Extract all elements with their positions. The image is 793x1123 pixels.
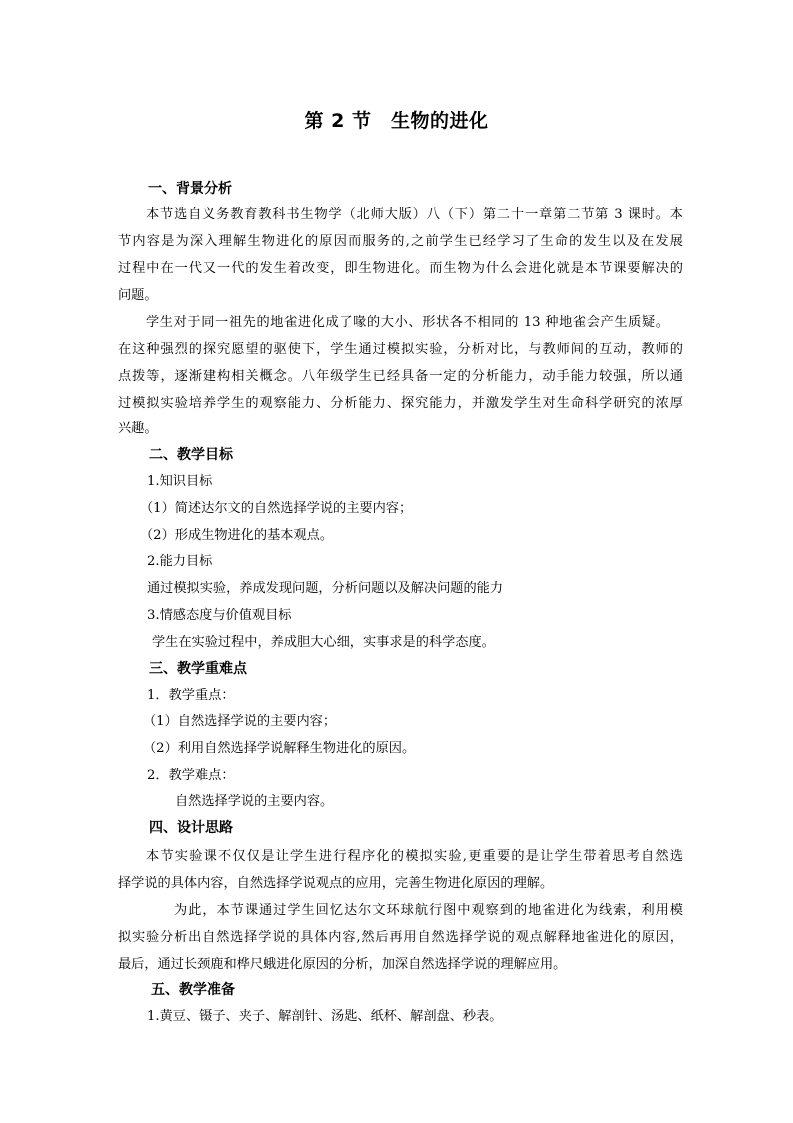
section-heading-design: 四、设计思路 [149, 820, 233, 836]
paragraph-line: 择学说的具体内容，自然选择学说观点的应用，完善生物进化原因的理解。 [118, 876, 554, 891]
paragraph-line: 过模拟实验培养学生的观察能力、分析能力、探究能力，并激发学生对生命科学研究的浓厚 [118, 396, 683, 411]
section-heading-background: 一、背景分析 [148, 181, 232, 197]
subheading: 2．教学难点： [147, 768, 235, 783]
list-item: （1）简述达尔文的自然选择学说的主要内容； [140, 501, 413, 516]
paragraph-line: 学生对于同一祖先的地雀进化成了喙的大小、形状各不相同的 13 种地雀会产生质疑。 [146, 315, 669, 330]
subheading: 1.知识目标 [147, 474, 213, 489]
list-item: 学生在实验过程中，养成胆大心细，实事求是的科学态度。 [152, 635, 495, 650]
subheading: 1．教学重点： [147, 688, 235, 703]
list-item: （1）自然选择学说的主要内容； [143, 714, 337, 729]
section-heading-goals: 二、教学目标 [149, 447, 233, 463]
paragraph-line: 过程中在一代又一代的发生着改变，即生物进化。而生物为什么会进化就是本节课要解决的 [118, 261, 683, 276]
list-item: （2）利用自然选择学说解释生物进化的原因。 [143, 741, 416, 756]
paragraph-line: 拟实验分析出自然选择学说的具体内容,然后再用自然选择学说的观点解释地雀进化的原因， [118, 930, 683, 945]
paragraph-line: 本节选自义务教育教科书生物学（北师大版）八（下）第二十一章第二节第 3 课时。本 [146, 207, 683, 222]
paragraph-line: 本节实验课不仅仅是让学生进行程序化的模拟实验,更重要的是让学生带着思考自然选 [146, 849, 683, 864]
paragraph-line: 点拨等，逐渐建构相关概念。八年级学生已经具备一定的分析能力，动手能力较强，所以通 [118, 369, 683, 384]
section-heading-keypoints: 三、教学重难点 [149, 661, 247, 677]
paragraph-line: 兴趣。 [118, 421, 158, 436]
paragraph-line: 在这种强烈的探究愿望的驱使下，学生通过模拟实验，分析对比，与教师间的互动，教师的 [118, 342, 683, 357]
section-heading-prep: 五、教学准备 [151, 982, 235, 998]
paragraph-line: 最后，通过长颈鹿和桦尺蛾进化原因的分析，加深自然选择学说的理解应用。 [118, 957, 567, 972]
paragraph-line: 节内容是为深入理解生物进化的原因而服务的,之前学生已经学习了生命的发生以及在发展 [118, 234, 683, 249]
list-item: 1.黄豆、镊子、夹子、解剖针、汤匙、纸杯、解剖盘、秒表。 [147, 1009, 503, 1024]
subheading: 2.能力目标 [147, 554, 213, 569]
paragraph-line: 问题。 [118, 288, 158, 303]
list-item: （2）形成生物进化的基本观点。 [140, 528, 334, 543]
list-item: 自然选择学说的主要内容。 [175, 794, 334, 809]
paragraph-line: 为此，本节课通过学生回忆达尔文环球航行图中观察到的地雀进化为线索，利用模 [174, 903, 683, 918]
subheading: 3.情感态度与价值观目标 [147, 608, 292, 623]
page-title: 第 2 节 生物的进化 [304, 110, 489, 132]
list-item: 通过模拟实验，养成发现问题，分析问题以及解决问题的能力 [147, 581, 504, 596]
